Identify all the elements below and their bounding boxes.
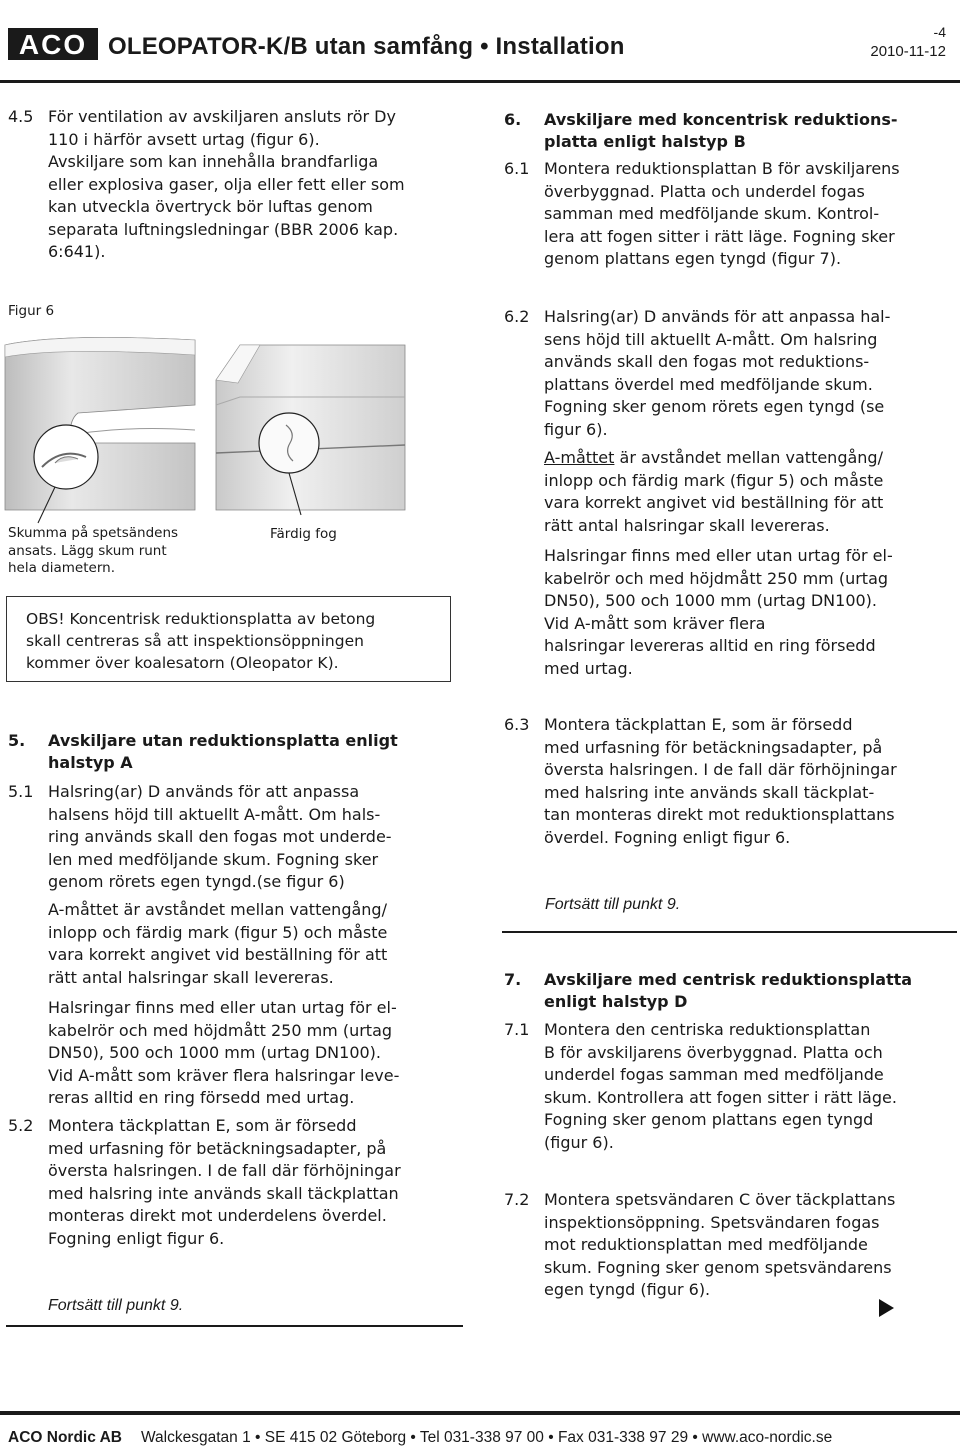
section-number: 6. (504, 110, 522, 129)
next-page-arrow-icon (879, 1299, 894, 1317)
paragraph-line: monteras direkt mot underdelens överdel. (48, 1206, 387, 1225)
paragraph-line: vara korrekt angivet vid beställning för att (544, 493, 884, 512)
section-number: 6.2 (504, 307, 530, 326)
paragraph-7-2 (504, 1189, 954, 1302)
section-7-heading (504, 969, 944, 1013)
section-number: 7.1 (504, 1020, 530, 1039)
paragraph-line: Skumma på spetsändens (8, 525, 179, 541)
paragraph-line: överdel. Fogning enligt figur 6. (544, 827, 791, 847)
figure-label: Figur 6 (8, 303, 55, 319)
footer-rule (0, 1411, 960, 1415)
paragraph-line: Fogning enligt figur 6. (48, 1228, 225, 1248)
paragraph-6-2-halsringar (544, 545, 959, 680)
paragraph-line: DN50), 500 och 1000 mm (urtag DN100). (544, 591, 877, 610)
obs-line: OBS! Koncentrisk reduktionsplatta av betong (26, 610, 376, 628)
paragraph-line: separata luftningsledningar (BBR 2006 kap. (48, 219, 399, 239)
paragraph-line: kabelrör och med höjdmått 250 mm (urtag (48, 1020, 393, 1040)
paragraph-line: underdel fogas samman med medföljande (544, 1065, 884, 1084)
heading-line: enligt halstyp D (544, 992, 688, 1011)
paragraph-line: Montera täckplattan E, som är försedd (48, 1116, 357, 1135)
paragraph-6-2 (504, 306, 954, 441)
paragraph-line: genom rörets egen tyngd.(se figur 6) (48, 872, 345, 891)
footer-company: ACO Nordic AB (8, 1429, 122, 1446)
paragraph-5-1-halsringar (48, 997, 468, 1110)
heading-line: platta enligt halstyp B (544, 132, 746, 151)
paragraph-line: Fogning sker genom plattans egen tyngd (544, 1110, 874, 1129)
paragraph-line: reras alltid en ring försedd med urtag. (48, 1088, 355, 1107)
document-title: OLEOPATOR-K/B utan samfång • Installation (108, 33, 625, 60)
paragraph-line: skum. Fogning sker genom spetsvändarens (544, 1257, 892, 1277)
paragraph-line: halsens höjd till aktuellt A-mått. Om hals- (48, 804, 381, 824)
paragraph-line: 110 i härför avsett urtag (figur 6). (48, 129, 320, 149)
figure-panel-finished (216, 345, 405, 515)
heading-line: halstyp A (48, 753, 133, 772)
paragraph-line: Halsringar finns med eller utan urtag för el- (48, 998, 397, 1017)
section-number: 7. (504, 970, 522, 989)
paragraph-line: sens höjd till aktuellt A-mått. Om halsring (544, 329, 878, 349)
section-number: 4.5 (8, 107, 34, 126)
paragraph-line: tan monteras direkt mot reduktionsplattans (544, 805, 895, 824)
heading-line: Avskiljare med centrisk reduktionsplatta (544, 970, 913, 989)
section-divider (502, 931, 957, 933)
header-rule (0, 80, 960, 83)
paragraph-line: översta halsringen. I de fall där förhöjningar (544, 760, 897, 779)
obs-note-box (6, 596, 451, 682)
paragraph-line: len med medföljande skum. Fogning sker (48, 849, 379, 869)
paragraph-line: Vid A-mått som kräver flera (544, 613, 766, 633)
paragraph-line: samman med medföljande skum. Kontrol- (544, 204, 880, 223)
paragraph-6-1 (504, 158, 954, 271)
paragraph-line: skum. Kontrollera att fogen sitter i rätt läge. (544, 1087, 897, 1107)
paragraph-5-1 (8, 781, 458, 894)
section-number: 6.1 (504, 159, 530, 178)
paragraph-line: ansats. Lägg skum runt (8, 542, 167, 559)
paragraph-line: B för avskiljarens överbyggnad. Platta och (544, 1042, 883, 1062)
continue-note: Fortsätt till punkt 9. (545, 896, 681, 913)
aco-logo (8, 28, 98, 60)
paragraph-6-3 (504, 714, 954, 849)
paragraph-line: halsringar levereras alltid en ring försedd (544, 636, 876, 655)
footer-address: Walckesgatan 1 • SE 415 02 Göteborg • Tel 031-338 97 00 • Fax 031-338 97 29 • www.aco-nordic.se (141, 1429, 833, 1446)
paragraph-7-1 (504, 1019, 954, 1154)
paragraph-line: För ventilation av avskiljaren ansluts rör Dy (48, 107, 396, 126)
paragraph-line: egen tyngd (figur 6). (544, 1280, 711, 1299)
paragraph-line: (figur 6). (544, 1132, 614, 1152)
paragraph-line: med urfasning för betäckningsadapter, på (48, 1138, 387, 1158)
obs-line: kommer över koalesatorn (Oleopator K). (26, 654, 339, 672)
paragraph-line: vara korrekt angivet vid beställning för att (48, 945, 388, 964)
continue-note: Fortsätt till punkt 9. (48, 1297, 184, 1314)
obs-line: skall centreras så att inspektionsöppningen (26, 632, 364, 650)
paragraph-line: rätt antal halsringar skall levereras. (48, 967, 334, 987)
figure-caption-foam (8, 525, 218, 578)
figure-panel-foam (5, 337, 195, 523)
paragraph-5-2 (8, 1115, 458, 1250)
paragraph-line: är avståndet mellan vattengång/ (614, 448, 883, 467)
section-number: 7.2 (504, 1190, 530, 1209)
paragraph-line: med urtag. (544, 658, 633, 678)
paragraph-line: inlopp och färdig mark (figur 5) och måste (544, 470, 884, 490)
figure-caption-finished: Färdig fog (270, 526, 337, 542)
paragraph-line: eller explosiva gaser, olja eller fett eller som (48, 174, 405, 194)
paragraph-line: ring används skall den fogas mot underde- (48, 827, 392, 846)
paragraph-line: Halsringar finns med eller utan urtag för el- (544, 546, 893, 565)
detail-circle (259, 413, 319, 473)
heading-line: Avskiljare utan reduktionsplatta enligt (48, 731, 398, 750)
paragraph-line: Avskiljare som kan innehålla brandfarliga (48, 152, 379, 171)
section-number: 5.1 (8, 782, 34, 801)
paragraph-line: 6:641). (48, 242, 106, 261)
paragraph-line: kan utveckla övertryck bör luftas genom (48, 197, 373, 216)
paragraph-line: används skall den fogas mot reduktions- (544, 352, 870, 371)
paragraph-line: med halsring inte används skall täckplat- (544, 782, 875, 802)
paragraph-line: lera att fogen sitter i rätt läge. Fogning sker (544, 226, 895, 246)
paragraph-line: inspektionsöppning. Spetsvändaren fogas (544, 1212, 880, 1232)
paragraph-line: Halsring(ar) D används för att anpassa hal- (544, 307, 891, 326)
paragraph-line: plattans överdel med medföljande skum. (544, 374, 873, 394)
svg-text:ACO: ACO (18, 29, 88, 60)
section-divider (6, 1325, 463, 1327)
paragraph-line: A-måttet är avståndet mellan vattengång/ (48, 900, 387, 919)
paragraph-6-2-a-matt (544, 447, 959, 537)
section-5-heading (8, 730, 448, 774)
underlined-term: A-måttet (544, 448, 615, 467)
paragraph-line: Fogning sker genom rörets egen tyngd (se (544, 397, 885, 416)
paragraph-line: hela diametern. (8, 560, 115, 576)
paragraph-line: Montera täckplattan E, som är försedd (544, 715, 853, 734)
paragraph-line: figur 6). (544, 419, 608, 439)
paragraph-line: Halsring(ar) D används för att anpassa (48, 782, 360, 801)
paragraph-line: mot reduktionsplattan med medföljande (544, 1235, 868, 1254)
paragraph-line: överbyggnad. Platta och underdel fogas (544, 181, 865, 201)
paragraph-line: med halsring inte används skall täckplattan (48, 1183, 399, 1203)
paragraph-line: Montera reduktionsplattan B för avskiljarens (544, 159, 900, 178)
paragraph-line: Montera den centriska reduktionsplattan (544, 1020, 871, 1039)
paragraph-line: med urfasning för betäckningsadapter, på (544, 737, 883, 757)
document-date: 2010-11-12 (870, 43, 946, 60)
section-number: 5. (8, 731, 26, 750)
paragraph-line: inlopp och färdig mark (figur 5) och måste (48, 922, 388, 942)
paragraph-line: rätt antal halsringar skall levereras. (544, 515, 830, 535)
paragraph-5-1-a-matt (48, 899, 468, 989)
paragraph-4-5 (8, 106, 448, 264)
paragraph-line: DN50), 500 och 1000 mm (urtag DN100). (48, 1043, 381, 1062)
section-number: 6.3 (504, 715, 530, 734)
section-number: 5.2 (8, 1116, 34, 1135)
paragraph-line: kabelrör och med höjdmått 250 mm (urtag (544, 568, 889, 588)
paragraph-line: översta halsringen. I de fall där förhöjningar (48, 1161, 401, 1180)
page-number: -4 (933, 24, 946, 40)
paragraph-line: genom plattans egen tyngd (figur 7). (544, 249, 842, 268)
paragraph-line: Montera spetsvändaren C över täckplattans (544, 1190, 896, 1209)
heading-line: Avskiljare med koncentrisk reduktions- (544, 110, 898, 129)
section-6-heading (504, 109, 944, 153)
paragraph-line: Vid A-mått som kräver flera halsringar leve- (48, 1065, 400, 1085)
figure-6-illustration (0, 325, 460, 525)
